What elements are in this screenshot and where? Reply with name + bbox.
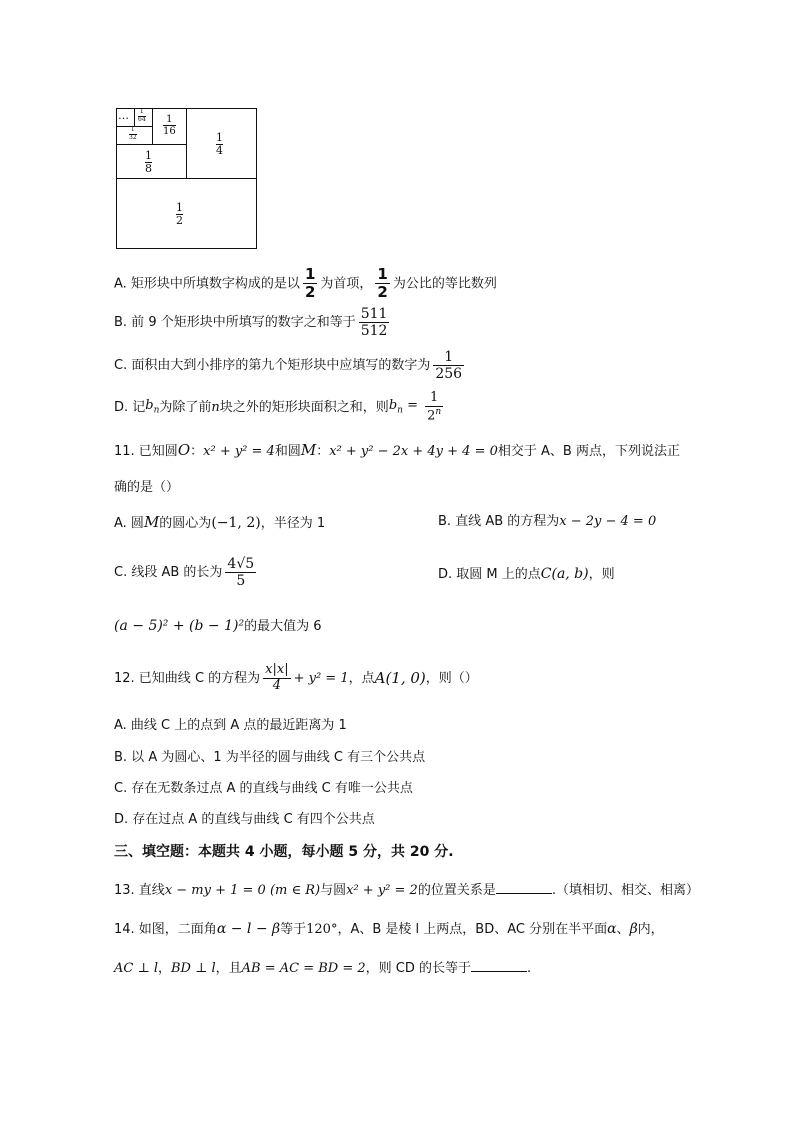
- q10-c-text: C. 面积由大到小排序的第九个矩形块中应填写的数字为: [114, 358, 431, 374]
- q10-option-a: [114, 266, 497, 302]
- q13-stem-1: 13. 直线: [114, 883, 165, 898]
- figure-label-eighth: 1 8: [145, 149, 152, 176]
- q14-stem-line2: [114, 959, 531, 975]
- circle-m-a: M: [143, 513, 160, 531]
- q14-ac-perp: AC ⊥ l: [114, 961, 158, 976]
- q11-d2-end: 的最大值为 6: [244, 619, 322, 634]
- q14-answer-blank[interactable]: [471, 959, 527, 972]
- b-n: $b_n$: [145, 398, 160, 416]
- fraction-4root5-5: $\frac{4√5}{5}$: [227, 556, 255, 590]
- figure-label-sixteenth: 1 16: [163, 114, 176, 137]
- q12-a-text: A. 曲线 C 上的点到 A 点的最近距离为 1: [114, 718, 347, 733]
- q14-degree: 120°: [306, 922, 338, 937]
- q10-d-text: D. 记: [114, 400, 146, 416]
- b-n-eq: $b_n$ =: [388, 398, 423, 416]
- q11-a-end: ，半径为 1: [260, 516, 326, 531]
- q12-point-a: A(1, 0): [374, 668, 426, 687]
- q13-stem-2: 与圆: [320, 883, 347, 898]
- q11-option-d: [438, 567, 615, 581]
- q14-stem-2: 等于: [280, 922, 307, 937]
- q13-stem: [114, 881, 699, 897]
- q11-stem-3: 和圆: [274, 444, 301, 459]
- q14-alpha: α: [607, 921, 617, 937]
- figure-label-32: 1 32: [129, 126, 137, 141]
- q11-stem: [114, 443, 680, 458]
- q11-stem-6: 确的是（）: [114, 480, 180, 495]
- q12-option-b: [114, 751, 425, 764]
- q12-eq-tail: + y² = 1: [293, 670, 349, 686]
- q14-stem-4: 、: [616, 922, 630, 937]
- q11-stem-2: ：: [190, 444, 204, 459]
- q11-stem-line2: [114, 481, 179, 494]
- q12-option-a: [114, 719, 347, 732]
- q11-b-eq: x − 2y − 4 = 0: [559, 514, 657, 529]
- fraction-511-512: $\frac{511}{512}$: [360, 306, 388, 340]
- q11-d2-expr: (a − 5)² + (b − 1)²: [114, 618, 245, 634]
- q10-a-end: 为公比的等比数列: [392, 276, 497, 292]
- q12-c-text: C. 存在无数条过点 A 的直线与曲线 C 有唯一公共点: [114, 781, 413, 796]
- q11-option-c: [114, 556, 259, 589]
- q13-line-eq: x − my + 1 = 0 (m ∈ R): [164, 883, 321, 898]
- section-heading-fill-blank: 三、填空题：本题共 4 小题，每小题 5 分，共 20 分.: [114, 844, 454, 860]
- figure-label-quarter: 1 4: [216, 131, 223, 158]
- figure-label-64: 1 64: [138, 108, 146, 123]
- q10-d-mid2: 块之外的矩形块面积之和，则: [219, 400, 389, 416]
- q11-stem-1: 11. 已知圆: [114, 444, 178, 459]
- q10-option-d: [114, 391, 446, 424]
- q14-sep2: ，且: [215, 961, 242, 976]
- q14-stem: [114, 922, 664, 936]
- q11-option-b: [438, 515, 656, 528]
- q11-d-text: D. 取圆 M 上的点: [438, 567, 541, 582]
- q14-period: .: [527, 961, 532, 976]
- q12-option-d: [114, 813, 375, 826]
- q14-dihedral-angle: α − l − β: [216, 921, 281, 937]
- q13-answer-blank[interactable]: [496, 881, 552, 894]
- q13-stem-4: .（填相切、相交、相离）: [551, 883, 699, 898]
- q11-option-d-cont: [114, 619, 322, 633]
- q14-stem-5: 内，: [637, 922, 664, 937]
- q10-option-b: [114, 306, 392, 339]
- q11-a-mid: 的圆心为: [159, 516, 212, 531]
- q11-a-val: (−1, 2): [211, 515, 261, 531]
- circle-o: O: [177, 441, 191, 459]
- q14-lengths: AB = AC = BD = 2: [241, 961, 366, 976]
- q12-stem: [114, 663, 478, 694]
- q14-bd-perp: BD ⊥ l: [171, 961, 216, 976]
- q12-stem-2: ，点: [348, 670, 375, 686]
- fraction-1-2n: $\frac{1}{2^n}$: [427, 390, 442, 424]
- q10-option-c: [114, 349, 467, 382]
- q12-stem-1: 12. 已知曲线 C 的方程为: [114, 670, 261, 686]
- q11-a-text: A. 圆: [114, 516, 144, 531]
- fraction-xabsx-4: $\frac{x|x|}{4}$: [265, 662, 289, 693]
- figure-64-divider: [134, 108, 135, 127]
- q14-beta: β: [629, 921, 638, 937]
- q11-d-end: ，则: [588, 567, 615, 582]
- q11-c-text: C. 线段 AB 的长为: [114, 565, 223, 581]
- figure-label-half: 1 2: [176, 201, 183, 228]
- q12-option-c: [114, 782, 413, 795]
- q12-d-text: D. 存在过点 A 的直线与曲线 C 有四个公共点: [114, 812, 375, 827]
- q11-eq1: x² + y² = 4: [203, 444, 275, 459]
- q13-stem-3: 的位置关系是: [417, 883, 496, 898]
- figure-ellipsis: …: [118, 109, 129, 122]
- fraction-1-256: $\frac{1}{256}$: [435, 349, 463, 383]
- fraction-half: $\frac{1}{2}$: [304, 265, 316, 302]
- q10-a-mid: 为首项，: [320, 276, 373, 292]
- q12-stem-3: ，则（）: [425, 670, 478, 686]
- q11-stem-4: ：: [316, 444, 330, 459]
- q14-stem-1: 14. 如图，二面角: [114, 922, 217, 937]
- var-n: n: [211, 400, 220, 416]
- q10-d-mid: 为除了前: [159, 400, 212, 416]
- q13-circle-eq: x² + y² = 2: [346, 883, 418, 898]
- q11-b-text: B. 直线 AB 的方程为: [438, 514, 560, 529]
- q11-eq2: x² + y² − 2x + 4y + 4 = 0: [329, 444, 498, 459]
- q14-stem-3: ，A、B 是棱 l 上两点，BD、AC 分别在半平面: [337, 922, 608, 937]
- q12-b-text: B. 以 A 为圆心、1 为半径的圆与曲线 C 有三个公共点: [114, 750, 426, 765]
- q11-stem-5: 相交于 A、B 两点，下列说法正: [497, 444, 680, 459]
- q14-sep1: ，: [157, 961, 171, 976]
- fraction-half-ratio: $\frac{1}{2}$: [377, 265, 388, 302]
- q11-option-a: [114, 515, 325, 530]
- q14-ask: ，则 CD 的长等于: [365, 961, 471, 976]
- q10-a-text: A. 矩形块中所填数字构成的是以: [114, 276, 300, 292]
- circle-m: M: [300, 441, 317, 459]
- q11-d-point: C(a, b): [540, 566, 589, 582]
- q10-b-text: B. 前 9 个矩形块中所填写的数字之和等于: [114, 315, 356, 331]
